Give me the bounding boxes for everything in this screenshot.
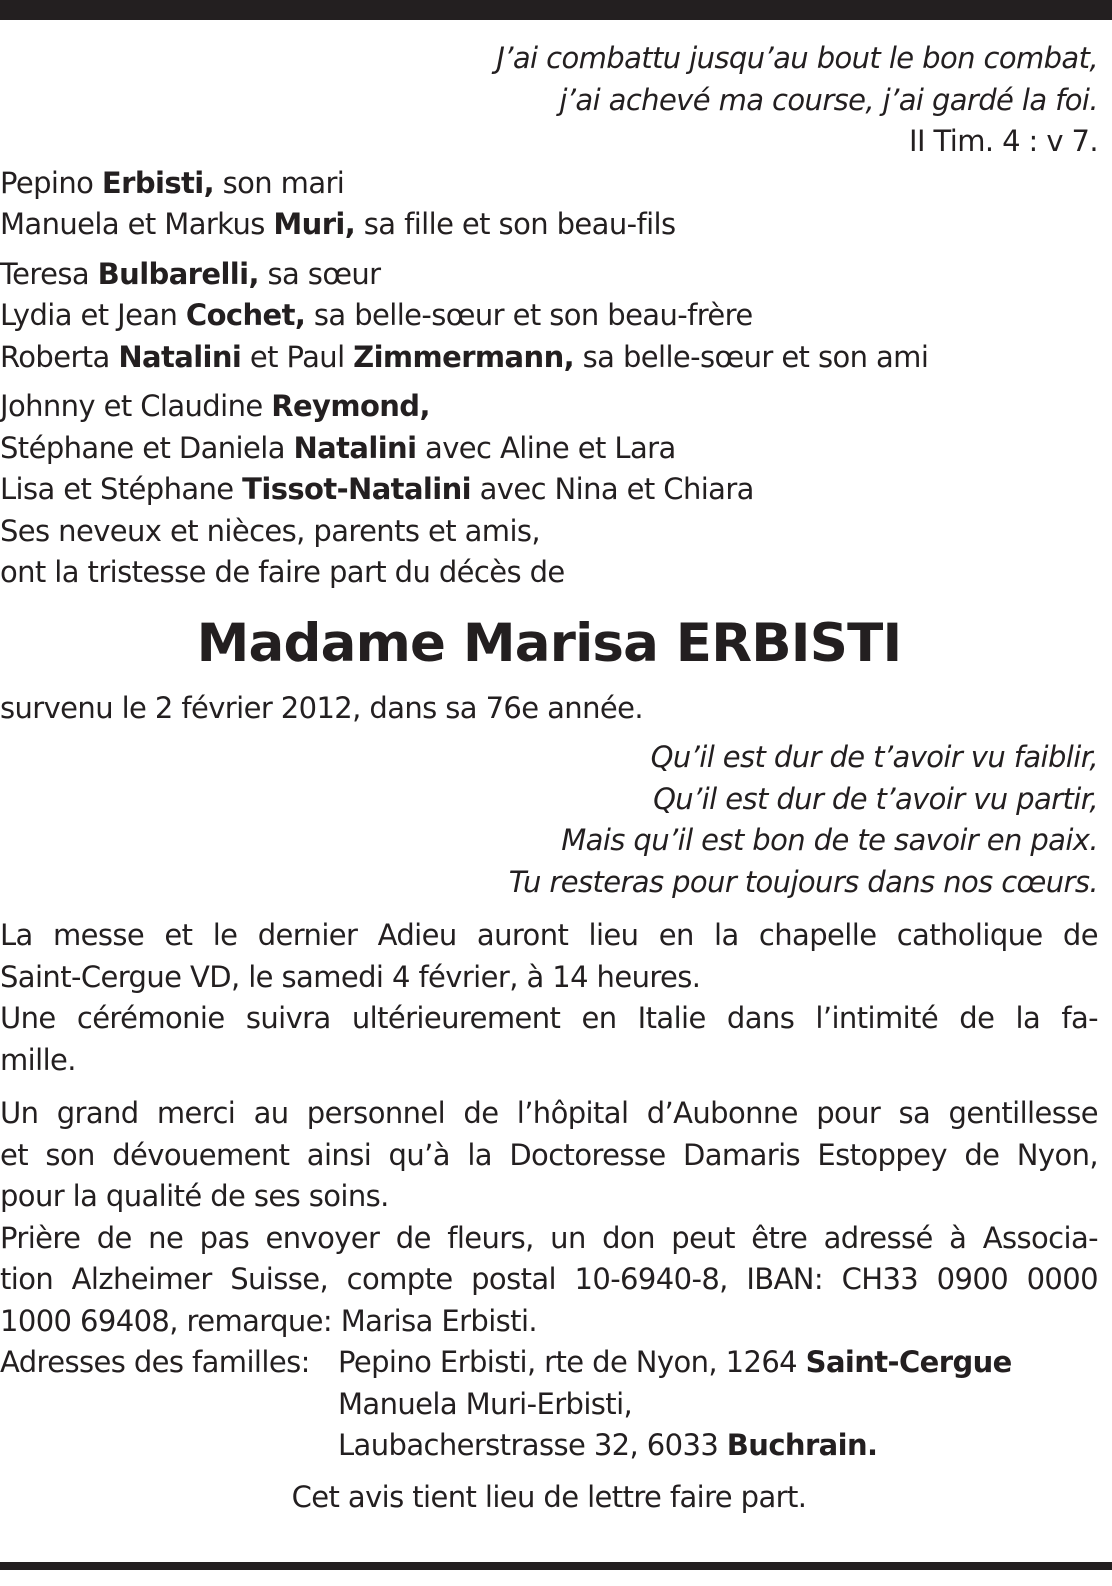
text-line: La messe et le dernier Adieu auront lieu en la chapelle catholique de <box>0 918 1098 952</box>
text-line: pour la qualité de ses soins. <box>0 1179 389 1213</box>
death-info: survenu le 2 février 2012, dans sa 76e année. <box>0 690 643 725</box>
thanks-paragraph <box>0 1093 1098 1218</box>
text-line: Une cérémonie suivra ultérieurement en Italie dans l’intimité de la fa- <box>0 1001 1098 1035</box>
address-line: Manuela Muri-Erbisti, <box>338 1386 633 1421</box>
family-line: Stéphane et Daniela Natalini avec Aline et Lara <box>0 430 676 465</box>
poem-line: Qu’il est dur de t’avoir vu partir, <box>653 781 1098 816</box>
family-line: Johnny et Claudine Reymond, <box>0 389 430 423</box>
bottom-rule <box>0 1562 1112 1570</box>
poem-line: Tu resteras pour toujours dans nos cœurs. <box>508 864 1098 899</box>
top-rule <box>0 0 1112 20</box>
family-addresses <box>0 1342 1098 1384</box>
text-line: 1000 69408, remarque: Marisa Erbisti. <box>0 1303 538 1338</box>
family-line: Roberta Natalini et Paul Zimmermann, sa belle-sœur et son ami <box>0 339 929 374</box>
text-line: et son dévouement ainsi qu’à la Doctoresse Damaris Estoppey de Nyon, <box>0 1137 1098 1172</box>
ceremony-paragraph <box>0 915 1098 998</box>
epigraph-line: J’ai combattu jusqu’au bout le bon combat, <box>496 41 1098 75</box>
poem-line: Qu’il est dur de t’avoir vu faiblir, <box>650 740 1098 774</box>
epigraph-reference: II Tim. 4 : v 7. <box>909 124 1098 158</box>
relatives-line: Ses neveux et nièces, parents et amis, <box>0 513 541 548</box>
poem <box>0 737 1098 903</box>
text-line: tion Alzheimer Suisse, compte postal 10-6940-8, IBAN: CH33 0900 0000 <box>0 1262 1098 1296</box>
family-line: Manuela et Markus Muri, sa fille et son beau-fils <box>0 207 676 241</box>
family-line: Teresa Bulbarelli, sa sœur <box>0 256 381 291</box>
epigraph-line: j’ai achevé ma course, j’ai gardé la foi. <box>559 82 1098 117</box>
address-line: Laubacherstrasse 32, 6033 Buchrain. <box>338 1428 878 1462</box>
family-line: Lisa et Stéphane Tissot-Natalini avec Nina et Chiara <box>0 472 754 506</box>
ceremony-paragraph <box>0 998 1098 1081</box>
family-group-siblings <box>0 254 1098 379</box>
family-group-extended <box>0 386 1098 594</box>
text-line: mille. <box>0 1042 76 1077</box>
text-line: Prière de ne pas envoyer de fleurs, un don peut être adressé à Associa- <box>0 1220 1098 1255</box>
deceased-name: Madame Marisa ERBISTI <box>196 612 902 674</box>
text-line: Saint-Cergue VD, le samedi 4 février, à 14 heures. <box>0 959 701 994</box>
announcement-line: ont la tristesse de faire part du décès de <box>0 555 565 589</box>
addresses-label: Adresses des familles: <box>0 1345 310 1379</box>
closing-line: Cet avis tient lieu de lettre faire part. <box>291 1479 807 1514</box>
donation-paragraph <box>0 1218 1098 1343</box>
family-line: Pepino Erbisti, son mari <box>0 165 345 200</box>
family-line: Lydia et Jean Cochet, sa belle-sœur et son beau-frère <box>0 298 753 332</box>
epigraph <box>0 38 1098 121</box>
text-line: Un grand merci au personnel de l’hôpital d’Aubonne pour sa gentillesse <box>0 1096 1098 1130</box>
address-line: Pepino Erbisti, rte de Nyon, 1264 Saint-Cergue <box>338 1345 1012 1379</box>
poem-line: Mais qu’il est bon de te savoir en paix. <box>561 823 1098 857</box>
family-group-close <box>0 163 1098 246</box>
obituary-notice <box>0 38 1098 1518</box>
